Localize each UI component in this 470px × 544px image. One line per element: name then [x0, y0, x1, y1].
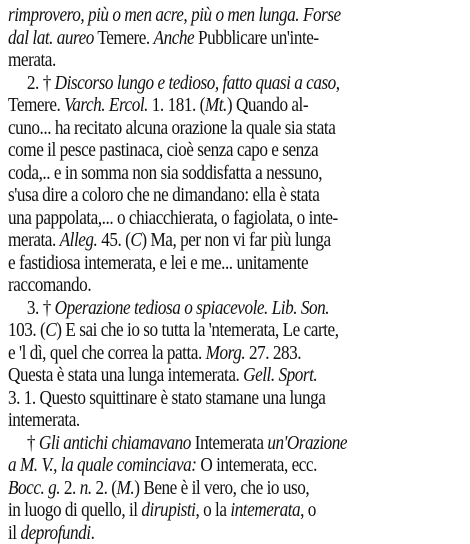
text-segment: ) Bene è il vero, che io uso,: [134, 477, 309, 499]
text-segment: ) Quando al-: [227, 94, 308, 116]
text-line: [8, 477, 455, 500]
italic-text: Alleg.: [60, 229, 98, 251]
text-line: [8, 454, 455, 477]
text-line: [8, 319, 455, 342]
text-line: [8, 72, 470, 95]
text-segment: 3. †: [27, 297, 55, 319]
text-segment: , o: [300, 499, 316, 521]
text-line: [8, 342, 455, 365]
italic-text: Gell. Sport.: [243, 364, 317, 386]
text-line: [8, 4, 455, 27]
text-segment: e fastidiosa intemerata, e lei e me... unitamente: [8, 252, 308, 274]
text-line: [8, 139, 455, 162]
italic-text: a M. V., la quale cominciava:: [8, 454, 197, 476]
italic-text: un'Orazione: [267, 432, 347, 454]
text-line: [8, 117, 455, 140]
text-segment: ) Ma, per non vi far più lunga: [141, 229, 330, 251]
text-segment: 45. (: [97, 229, 130, 251]
text-line: [8, 27, 455, 50]
text-segment: 3. 1. Questo squittinare è stato stamane una lunga: [8, 387, 325, 409]
italic-text: C: [130, 229, 141, 251]
italic-text: Operazione tediosa o spiacevole. Lib. Son.: [55, 297, 329, 319]
italic-text: dal lat. aureo: [8, 27, 94, 49]
text-segment: intemerata.: [8, 409, 80, 431]
text-segment: , o la: [195, 499, 230, 521]
text-line: [8, 207, 455, 230]
text-segment: 1. 181. (: [148, 94, 205, 116]
text-line: [8, 409, 455, 432]
text-line: [8, 499, 455, 522]
text-line: [8, 94, 455, 117]
italic-text: C: [45, 319, 56, 341]
italic-text: Anche: [154, 27, 195, 49]
text-line: [8, 162, 455, 185]
text-line: [8, 432, 470, 455]
text-segment: 2. †: [27, 72, 55, 94]
italic-text: Bocc. g.: [8, 477, 60, 499]
text-segment: una pappolata,... o chiacchierata, o fagiolata, o inte-: [8, 207, 338, 229]
text-segment: 2. (: [92, 477, 117, 499]
text-line: [8, 274, 455, 297]
italic-text: M.: [117, 477, 135, 499]
italic-text: Morg.: [206, 342, 246, 364]
text-segment: coda,.. e in somma non sia soddisfatta a nessuno,: [8, 162, 322, 184]
italic-text: deprofundi: [20, 522, 90, 544]
text-segment: ) E sai che io so tutta la 'ntemerata, Le carte,: [56, 319, 338, 341]
text-segment: Temere.: [94, 27, 154, 49]
italic-text: rimprovero, più o men acre, più o men lunga. Forse: [8, 4, 341, 26]
italic-text: Discorso lungo e tedioso, fatto quasi a caso,: [55, 72, 340, 94]
text-segment: Temere.: [8, 94, 64, 116]
text-line: [8, 297, 470, 320]
text-segment: 2.: [60, 477, 80, 499]
text-segment: raccomando.: [8, 274, 91, 296]
text-segment: come il pesce pastinaca, cioè senza capo e senza: [8, 139, 318, 161]
text-segment: in luogo di quello, il: [8, 499, 141, 521]
text-segment: merata.: [8, 49, 56, 71]
text-line: [8, 229, 455, 252]
text-line: [8, 387, 455, 410]
text-segment: 103. (: [8, 319, 45, 341]
text-line: [8, 252, 455, 275]
italic-text: n.: [80, 477, 92, 499]
text-segment: Questa è stata una lunga intemerata.: [8, 364, 243, 386]
text-line: [8, 184, 455, 207]
italic-text: intemerata: [230, 499, 300, 521]
text-segment: cuno... ha recitato alcuna orazione la quale sia stata: [8, 117, 335, 139]
italic-text: dirupisti: [141, 499, 195, 521]
text-segment: 27. 283.: [245, 342, 301, 364]
text-line: [8, 522, 455, 544]
text-segment: s'usa dire a coloro che ne dimandano: ella è stata: [8, 184, 319, 206]
text-segment: il: [8, 522, 20, 544]
text-segment: e 'l dì, quel che correa la patta.: [8, 342, 206, 364]
text-segment: Pubblicare un'inte-: [194, 27, 319, 49]
text-segment: O intemerata, ecc.: [197, 454, 317, 476]
text-segment: .: [91, 522, 95, 544]
text-line: [8, 49, 455, 72]
text-line: [8, 364, 455, 387]
text-segment: †: [27, 432, 39, 454]
italic-text: Varch. Ercol.: [64, 94, 148, 116]
italic-text: Mt.: [205, 94, 227, 116]
text-segment: Intemerata: [191, 432, 267, 454]
text-segment: merata.: [8, 229, 60, 251]
italic-text: Gli antichi chiamavano: [39, 432, 191, 454]
